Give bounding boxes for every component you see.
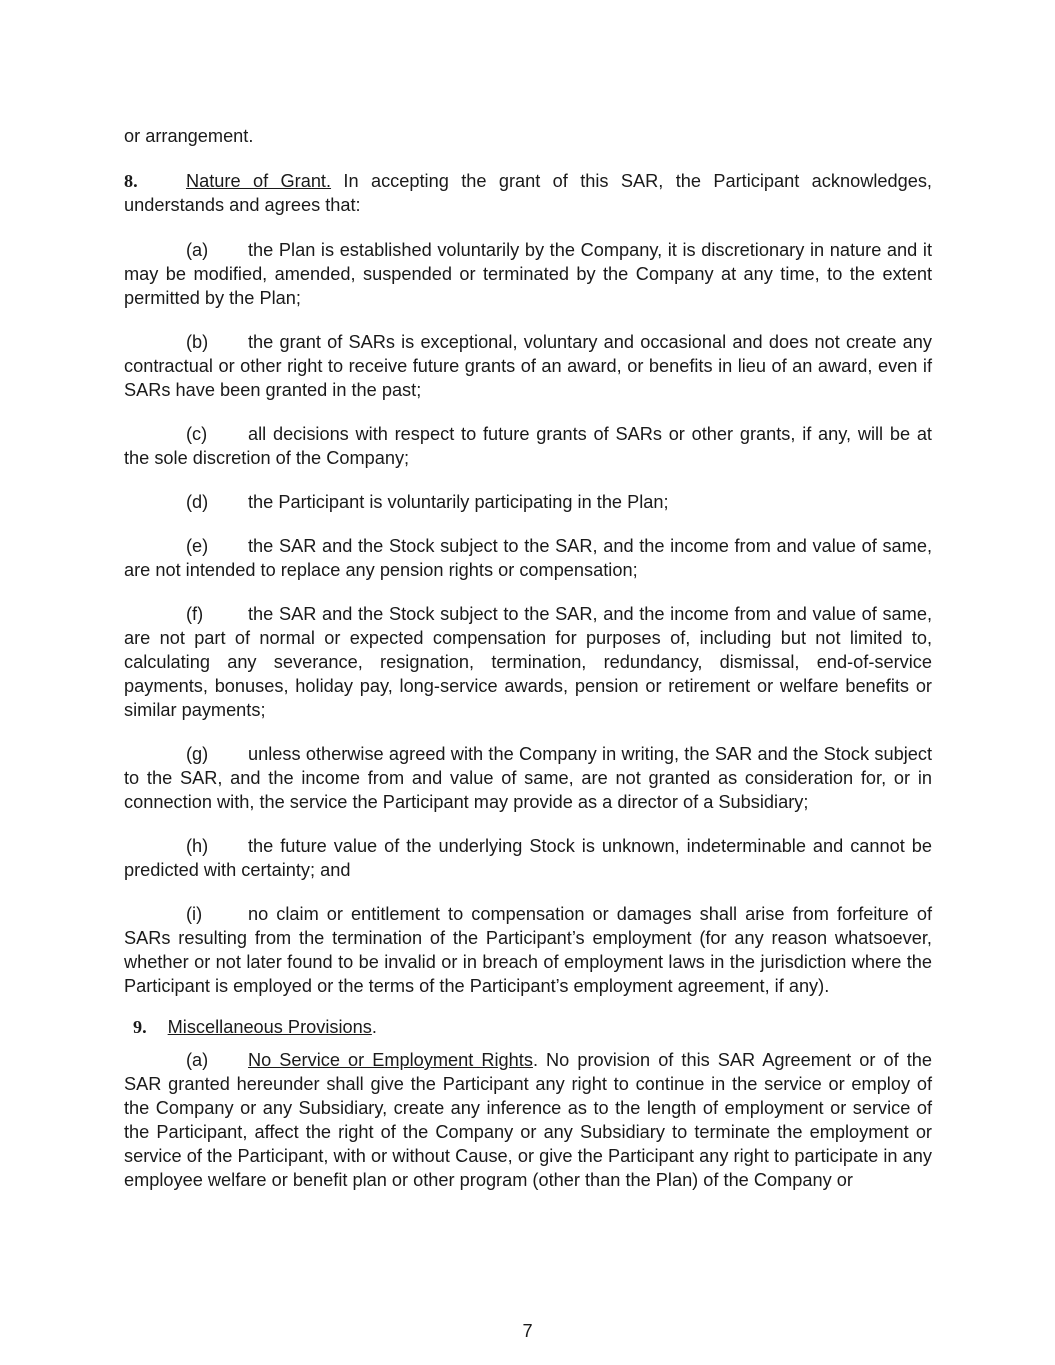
item-label: (i)	[186, 904, 203, 924]
item-text: the Participant is voluntarily participating in the Plan;	[248, 492, 669, 512]
section-9-heading-line	[124, 1015, 932, 1039]
section-8-heading: Nature of Grant.	[186, 171, 332, 191]
item-label: (b)	[186, 332, 209, 352]
item-text: no claim or entitlement to compensation or damages shall arise from forfeiture of SARs resulting from the termination of the Participant’s employment (for any reason whatsoever, whether or not later found to be invalid or in breach of employment laws in the jurisdiction where the Participant is employed or the terms of the Participant’s employment agreement, if any).	[124, 904, 932, 996]
item-text: the future value of the underlying Stock is unknown, indeterminable and cannot be predicted with certainty; and	[124, 836, 932, 880]
item-label: (c)	[186, 424, 208, 444]
item-text: . No provision of this SAR Agreement or of the SAR granted hereunder shall give the Participant any right to continue in the service or employ of the Company or any Subsidiary, create any inference as to the length of employment or service of the Participant, affect the right of the Company or any Subsidiary to terminate the employment or service of the Participant, with or without Cause, or give the Participant any right to participate in any employee welfare or benefit plan or other program (other than the Plan) of the Company or	[124, 1050, 932, 1190]
item-text: the Plan is established voluntarily by the Company, it is discretionary in nature and it may be modified, amended, suspended or terminated by the Company at any time, to the extent permitted by the Plan;	[124, 240, 932, 308]
list-item	[124, 902, 932, 998]
item-text: unless otherwise agreed with the Company in writing, the SAR and the Stock subject to the SAR, and the income from and value of same, are not granted as consideration for, or in connection with, the service the Participant may provide as a director of a Subsidiary;	[124, 744, 932, 812]
item-text: the SAR and the Stock subject to the SAR, and the income from and value of same, are not intended to replace any pension rights or compensation;	[124, 536, 932, 580]
item-label: (f)	[186, 604, 204, 624]
list-item	[124, 742, 932, 814]
carryover-text: or arrangement.	[124, 126, 254, 146]
list-item	[124, 490, 932, 514]
item-heading: No Service or Employment Rights	[248, 1050, 533, 1070]
item-text: the grant of SARs is exceptional, voluntary and occasional and does not create any contractual or other right to receive future grants of an award, or benefits in lieu of an award, even if SARs have been granted in the past;	[124, 332, 932, 400]
list-item	[124, 238, 932, 310]
item-label: (d)	[186, 492, 209, 512]
section-8-intro-text: In accepting the grant of this SAR, the Participant acknowledges, understands and agrees that:	[124, 171, 932, 215]
list-item	[124, 602, 932, 722]
section-9-heading-tail: .	[371, 1017, 377, 1037]
document-page	[124, 124, 932, 1212]
section-9-heading: Miscellaneous Provisions	[167, 1017, 372, 1037]
section-8-number: 8.	[124, 171, 138, 191]
item-text: the SAR and the Stock subject to the SAR, and the income from and value of same, are not part of normal or expected compensation for purposes of, including but not limited to, calculating any severance, resignation, termination, redundancy, dismissal, end-of-service payments, bonuses, holiday pay, long-service awards, pension or retirement or welfare benefits or similar payments;	[124, 604, 932, 720]
section-8-intro	[124, 169, 932, 217]
section-9-number: 9.	[133, 1017, 147, 1037]
section-9-item-a	[124, 1048, 932, 1192]
item-label: (g)	[186, 744, 209, 764]
item-label: (a)	[186, 1050, 209, 1070]
list-item	[124, 534, 932, 582]
list-item	[124, 330, 932, 402]
page-number: 7	[522, 1321, 533, 1341]
item-text: all decisions with respect to future grants of SARs or other grants, if any, will be at the sole discretion of the Company;	[124, 424, 932, 468]
list-item	[124, 834, 932, 882]
item-label: (a)	[186, 240, 209, 260]
item-label: (h)	[186, 836, 209, 856]
list-item	[124, 422, 932, 470]
item-label: (e)	[186, 536, 209, 556]
